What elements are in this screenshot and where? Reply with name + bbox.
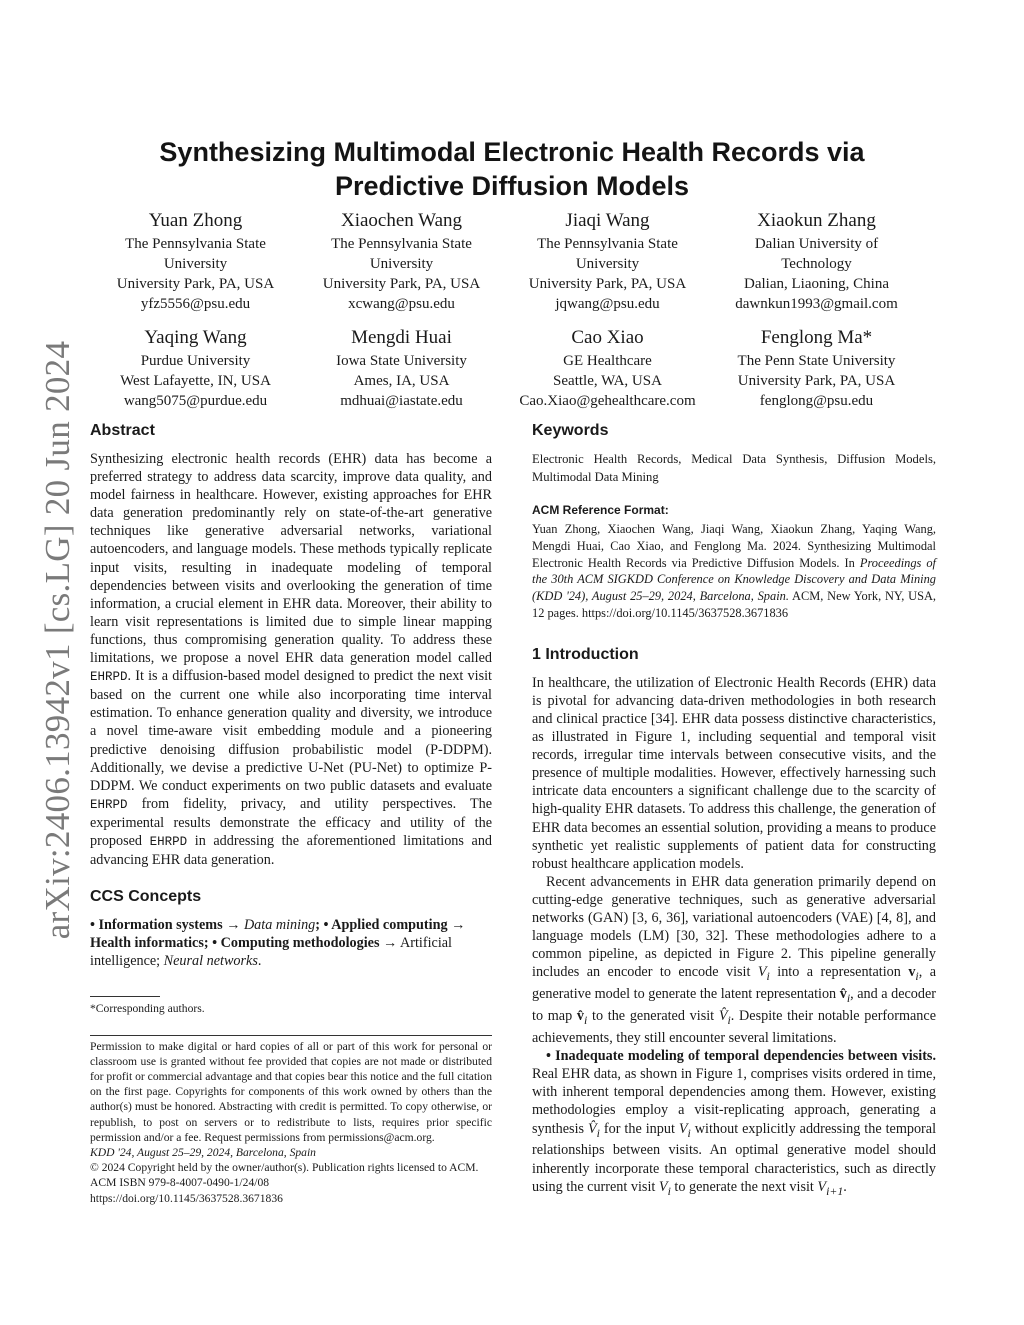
affiliation: University <box>575 256 640 272</box>
location: Seattle, WA, USA <box>553 373 662 389</box>
affiliation: The Pennsylvania State <box>331 236 472 252</box>
author-name: Cao Xiao <box>571 327 644 348</box>
permission-text: Permission to make digital or hard copies of all or part of this work for personal or classroom use is granted without fee provided that copies are not made or distributed for profit or commercial advantage and that copies bear this notice and the full citation on the first page. Copyrights for components of this work owned by others than the author(s) must be honored. Abstracting with credit is permitted. To copy otherwise, or republish, to post on servers or to redistribute to lists, requires prior specific permission and/or a fee. Request permissions from permissions@acm.org. <box>90 1039 492 1144</box>
arxiv-identifier: arXiv:2406.13942v1 [cs.LG] 20 Jun 2024 <box>38 340 77 940</box>
acm-ref-heading: ACM Reference Format: <box>532 503 669 517</box>
footnote-block <box>90 996 492 1016</box>
venue-line: KDD '24, August 25–29, 2024, Barcelona, Spain <box>90 1146 316 1160</box>
ccs-term: . <box>257 953 262 970</box>
acm-ref-part: Yuan Zhong, Xiaochen Wang, Jiaqi Wang, Xiaokun Zhang, Yaqing Wang, Mengdi Huai, Cao Xiao, and Fenglong Ma. 2024. Synthesizing Multimodal Electronic Health Records via Predictive Diffusion Models. In <box>532 522 936 570</box>
intro-part: Real EHR data, as shown in Figure 1, comprises visits ordered in time, with inherent temporal dependencies among them. However, existing methodologies employ a visit-replicating approach, generating a synthesis <box>532 1066 936 1137</box>
intro-part: into a representation <box>769 964 909 981</box>
location: Dalian, Liaoning, China <box>744 276 889 292</box>
affiliation: The Pennsylvania State <box>125 236 266 252</box>
author-block <box>90 325 301 411</box>
author-name: Mengdi Huai <box>351 327 452 348</box>
intro-paragraph-2: Recent advancements in EHR data generation primarily depend on cutting-edge generative techniques, such as generative adversarial networks (GAN) [3, 6, 36], variational autoencoders (VAE) [4, 8], and language models (LM) [30, 32]. These methodologies adhere to a common pipeline, as depicted in Figure 2. This pipeline generally includes an encoder to encode visit $V_i$ into a representation $v_i$, a generative model to generate the latent representation $v̂_i$, and a decoder to map $v̂_i$ to the generated visit $V̂_i$. Despite their notable performance achievements, they still encounter several limitations. <box>532 873 936 1047</box>
email: Cao.Xiao@gehealthcare.com <box>519 393 696 409</box>
email: wang5075@purdue.edu <box>123 393 268 409</box>
intro-part: to generate the next visit <box>670 1178 818 1195</box>
abstract-heading: Abstract <box>90 422 155 439</box>
affiliation: The Pennsylvania State <box>537 236 678 252</box>
footnote-rule <box>90 996 160 997</box>
title-line-2: Predictive Diffusion Models <box>334 171 690 201</box>
location: West Lafayette, IN, USA <box>120 373 271 389</box>
ccs-heading: CCS Concepts <box>90 888 202 906</box>
affiliation: Technology <box>781 256 852 272</box>
affiliation: Iowa State University <box>336 353 467 369</box>
email: mdhuai@iastate.edu <box>340 393 463 409</box>
isbn-line: ACM ISBN 979-8-4007-0490-1/24/08 <box>90 1176 270 1190</box>
left-column <box>90 420 492 1206</box>
keywords-text: Electronic Health Records, Medical Data Synthesis, Diffusion Models, Multimodal Data Mining <box>532 452 936 484</box>
title-line-1: Synthesizing Multimodal Electronic Health Records via <box>159 137 865 167</box>
ccs-term: • Information systems <box>90 917 223 934</box>
introduction-heading: 1 Introduction <box>532 645 639 663</box>
author-name: Xiaochen Wang <box>340 210 463 231</box>
intro-part: to the generated visit <box>587 1008 719 1025</box>
email: xcwang@psu.edu <box>348 296 455 312</box>
location: University Park, PA, USA <box>528 276 687 292</box>
author-name: Fenglong Ma* <box>760 327 873 348</box>
ccs-term: Data mining <box>243 917 316 934</box>
intro-part: , and a decoder to map <box>532 986 936 1025</box>
acm-ref-text <box>532 521 936 622</box>
intro-paragraph-1: In healthcare, the utilization of Electronic Health Records (EHR) data is pivotal for advancing data-driven methodologies in both research and clinical practice [34]. EHR data possess distinctive characteristics, as illustrated in Figure 1, including sequential and temporal visit records, irregular time intervals between consecutive visits, and the presence of multiple modalities. However, effectively harnessing such intricate data encounters a significant challenge due to the scarcity of high-quality EHR datasets. To address this challenge, the generation of EHR data becomes an essential solution, providing a means to produce synthetic yet realistic supplements of patient data for constructing robust healthcare application models. <box>532 674 936 872</box>
permission-block <box>90 1035 492 1206</box>
ccs-arrow: → <box>222 917 244 934</box>
abstract-part: . It is a diffusion-based model designed to predict the next visit based on the current one while also incorporating time interval estimation. To enhance generation quality and diversity, we introduce a novel time-aware visit embedding module and a pioneering predictive denoising diffusion probabilistic model (P-DDPM). Additionally, we devise a predictive U-Net (PU-Net) to optimize P-DDPM. We conduct experiments on two public datasets and evaluate <box>90 668 492 794</box>
author-block <box>502 325 713 411</box>
abstract-part: from fidelity, privacy, and utility perspectives. The experimental results demonstrate the efficacy and utility of the proposed <box>90 795 492 849</box>
intro-part: for the input <box>599 1120 679 1137</box>
email: jqwang@psu.edu <box>555 296 660 312</box>
copyright-line: © 2024 Copyright held by the owner/author(s). Publication rights licensed to ACM. <box>90 1161 479 1175</box>
intro-part: Recent advancements in EHR data generation primarily depend on cutting-edge generative techniques, such as generative adversarial networks (GAN) [3, 6, 36], variational autoencoders (VAE) [4, 8], and language models (LM) [30, 32]. These methodologies adhere to a common pipeline, as depicted in Figure 2. This pipeline generally includes an encoder to encode visit <box>532 873 936 981</box>
affiliation: University <box>163 256 228 272</box>
affiliation: University <box>369 256 434 272</box>
author-block <box>296 325 507 411</box>
ccs-term: → Artificial intelligence; <box>90 935 452 970</box>
intro-part: • Inadequate modeling of temporal dependencies between visits. <box>546 1048 936 1065</box>
ccs-text <box>90 916 492 970</box>
affiliation: Purdue University <box>140 353 251 369</box>
right-column <box>532 420 936 1200</box>
ccs-term: ; • Applied computing <box>315 917 448 934</box>
author-block <box>711 208 922 314</box>
location: University Park, PA, USA <box>322 276 481 292</box>
model-name: EHRPD <box>149 834 188 849</box>
ccs-arrow: → <box>447 917 466 934</box>
paper-title <box>90 135 934 203</box>
abstract-part: in addressing the aforementioned limitations and advancing EHR data generation. <box>90 832 493 869</box>
model-name: EHRPD <box>90 797 128 812</box>
location: University Park, PA, USA <box>737 373 896 389</box>
author-block <box>502 208 713 314</box>
author-name: Jiaqi Wang <box>565 210 650 231</box>
location: Ames, IA, USA <box>353 373 450 389</box>
keywords-heading: Keywords <box>532 422 609 439</box>
ccs-term: Health informatics <box>90 935 204 952</box>
affiliation: GE Healthcare <box>563 353 652 369</box>
doi-line[interactable]: https://doi.org/10.1145/3637528.3671836 <box>90 1191 283 1205</box>
ccs-term: Neural networks <box>163 953 258 970</box>
email: fenglong@psu.edu <box>759 393 874 409</box>
acm-ref-part: ACM, New York, NY, USA, 12 pages. https://doi.org/10.1145/3637528.3671836 <box>532 589 937 620</box>
model-name: EHRPD <box>90 670 128 685</box>
affiliation: The Penn State University <box>737 353 896 369</box>
acm-ref-part: Proceedings of the 30th ACM SIGKDD Conference on Knowledge Discovery and Data Mining (KDD '24), August 25–29, 2024, Barcelona, Spain. <box>532 555 936 604</box>
location: University Park, PA, USA <box>116 276 275 292</box>
author-name: Xiaokun Zhang <box>757 210 876 231</box>
affiliation: Dalian University of <box>754 236 879 252</box>
email: yfz5556@psu.edu <box>140 296 251 312</box>
author-name: Yuan Zhong <box>148 210 243 231</box>
ccs-term: ; • Computing methodologies <box>203 935 380 952</box>
email: dawnkun1993@gmail.com <box>735 296 898 312</box>
intro-paragraph-3: • Inadequate modeling of temporal dependencies between visits. Real EHR data, as shown in Figure 1, comprises visits ordered in time, with inherent temporal dependencies among them. However, existing methodologies employ a visit-replicating approach, generating a synthesis $V̂_i$ for the input $V_i$ without explicitly addressing the temporal relationships between visits. An optimal generative model should inherently incorporate these temporal characteristics, such as directly using the current visit $V_i$ to generate the next visit $V_{i+1}$. <box>532 1048 937 1198</box>
intro-part: without explicitly addressing the temporal relationships between visits. An optimal generative model should inherently incorporate these temporal characteristics, such as directly using the current visit <box>532 1120 937 1195</box>
footnote-text: *Corresponding authors. <box>90 1002 205 1016</box>
author-block <box>296 208 507 314</box>
author-name: Yaqing Wang <box>144 327 247 348</box>
intro-part: . Despite their notable performance achievements, they still encounter several limitations. <box>532 1008 936 1047</box>
permission-rule <box>90 1035 492 1036</box>
abstract-text <box>90 450 492 869</box>
author-block <box>90 208 301 314</box>
author-block <box>711 325 922 411</box>
intro-part: , a generative model to generate the latent representation <box>532 964 936 1003</box>
abstract-part: Synthesizing electronic health records (EHR) data has become a preferred strategy to address data scarcity, improve data quality, and model fairness in healthcare. However, existing approaches for EHR data generation predominantly rely on state-of-the-art generative techniques like generative adversarial networks, variational autoencoders, and language models. These methods typically replicate input visits, resulting in inadequate modeling of temporal dependencies between visits and overlooking the generation of time information, a crucial element in EHR data. Moreover, their ability to learn visit representations is limited due to simple linear mapping functions, thus compromising generation quality. To address these limitations, we propose a novel EHR data generation model called <box>90 451 492 667</box>
intro-part: . <box>843 1178 847 1195</box>
